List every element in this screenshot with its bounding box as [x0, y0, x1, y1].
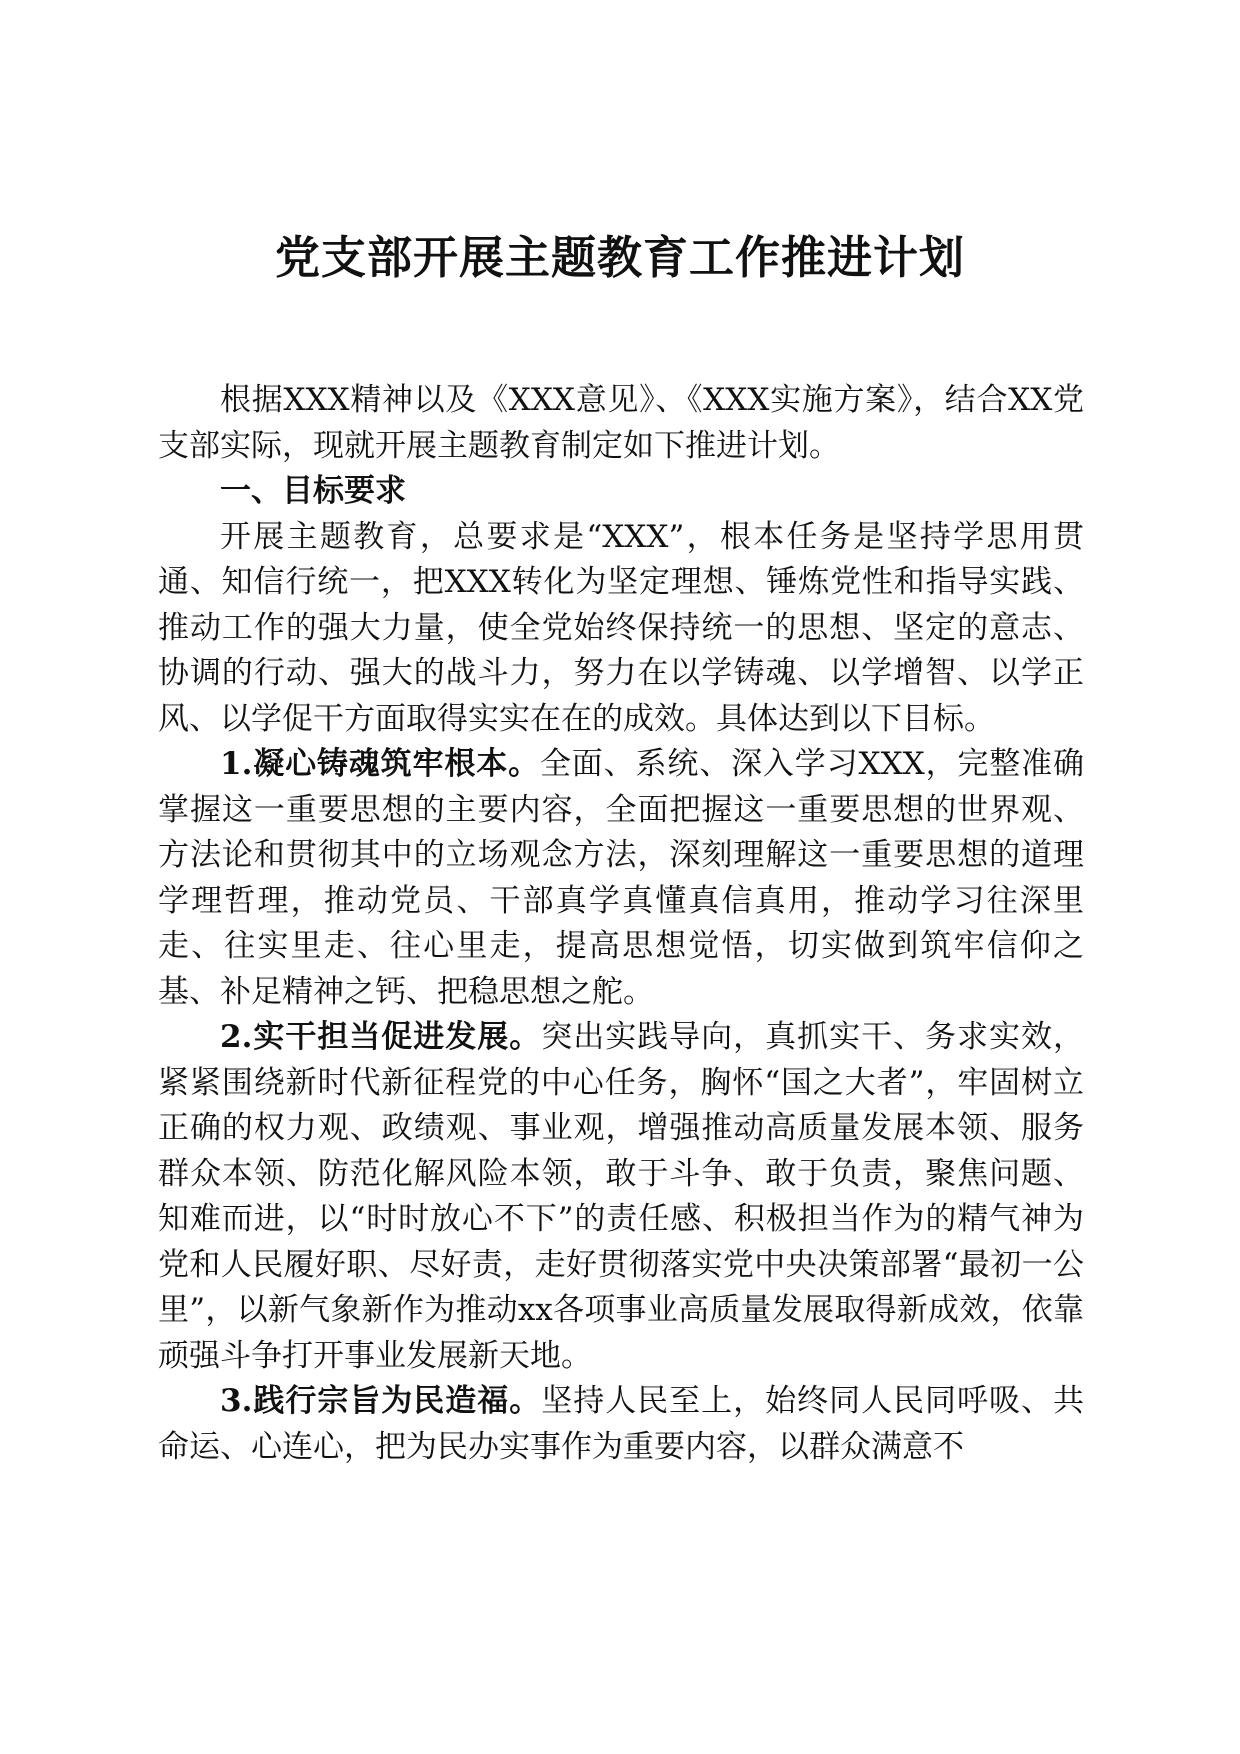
goals-overview-paragraph: 开展主题教育，总要求是“XXX”，根本任务是坚持学思用贯通、知信行统一，把XXX转化为坚定理想、锤炼党性和指导实践、推动工作的强大力量，使全党始终保持统一的思想、坚定的意志、协调的行动、强大的战斗力，努力在以学铸魂、以学增智、以学正风、以学促干方面取得实实在在的成效。具体达到以下目标。 — [158, 518, 1084, 737]
goal-item-2-text: 突出实践导向，真抓实干、务求实效，紧紧围绕新时代新征程党的中心任务，胸怀“国之大者”，牢固树立正确的权力观、政绩观、事业观，增强推动高质量发展本领、服务群众本领、防范化解风险本领，敢于斗争、敢于负责，聚焦问题、知难而进，以“时时放心不下”的责任感、积极担当作为的精气神为党和人民履好职、尽好责，走好贯彻落实党中央决策部署“最初一公里”，以新气象新作为推动xx各项事业高质量发展取得新成效，依靠顽强斗争打开事业发展新天地。 — [158, 1019, 1084, 1374]
goal-item-2 — [158, 1015, 1084, 1379]
goal-item-3-title: 3.践行宗旨为民造福。 — [220, 1383, 542, 1419]
goal-item-1-title: 1.凝心铸魂筑牢根本。 — [220, 746, 540, 782]
goal-item-1 — [158, 742, 1084, 1015]
document-body — [158, 378, 1084, 1470]
goal-item-3-text: 坚持人民至上，始终同人民同呼吸、共命运、心连心，把为民办实事作为重要内容，以群众满意不 — [158, 1383, 1084, 1465]
goal-item-3 — [158, 1379, 1084, 1470]
section-heading-goals: 一、目标要求 — [220, 473, 406, 509]
goal-item-1-text: 全面、系统、深入学习XXX，完整准确掌握这一重要思想的主要内容，全面把握这一重要思想的世界观、方法论和贯彻其中的立场观念方法，深刻理解这一重要思想的道理学理哲理，推动党员、干部真学真懂真信真用，推动学习往深里走、往实里走、往心里走，提高思想觉悟，切实做到筑牢信仰之基、补足精神之钙、把稳思想之舵。 — [158, 746, 1084, 1010]
document-title: 党支部开展主题教育工作推进计划 — [274, 231, 965, 284]
intro-paragraph: 根据XXX精神以及《XXX意见》、《XXX实施方案》，结合XX党支部实际，现就开展主题教育制定如下推进计划。 — [158, 382, 1084, 464]
goal-item-2-title: 2.实干担当促进发展。 — [220, 1019, 542, 1055]
